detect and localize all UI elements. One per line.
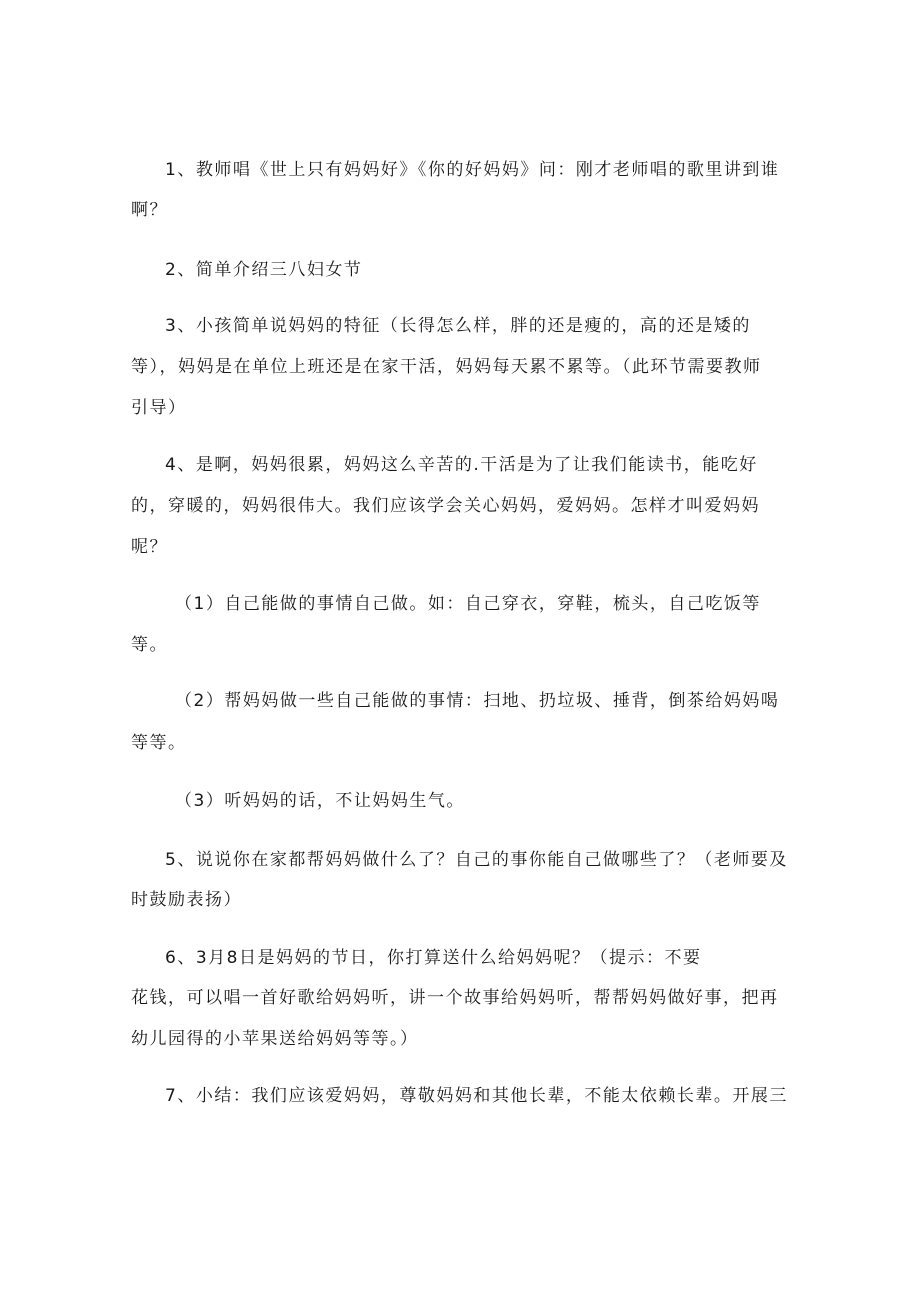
paragraph-4-line-3: 呢？ — [131, 537, 168, 557]
paragraph-2-line-1: 2、简单介绍三八妇女节 — [165, 260, 363, 280]
paragraph-4-line-2: 的，穿暖的，妈妈很伟大。我们应该学会关心妈妈，爱妈妈。怎样才叫爱妈妈 — [131, 496, 760, 516]
paragraph-9-line-1: 6、3月8日是妈妈的节日，你打算送什么给妈妈呢？（提示：不要 — [165, 948, 702, 968]
paragraph-7-line-1: （3）听妈妈的话，不让妈妈生气。 — [175, 791, 465, 811]
paragraph-1-line-1: 1、教师唱《世上只有妈妈好》《你的好妈妈》问：刚才老师唱的歌里讲到谁 — [165, 160, 780, 180]
paragraph-9-line-3: 幼儿园得的小苹果送给妈妈等等。） — [131, 1029, 419, 1049]
paragraph-3-line-3: 引导） — [131, 398, 187, 418]
paragraph-5-line-1: （1）自己能做的事情自己做。如：自己穿衣，穿鞋，梳头，自己吃饭等 — [175, 594, 761, 614]
paragraph-1-line-2: 啊？ — [131, 200, 168, 220]
paragraph-6-line-2: 等等。 — [131, 733, 187, 753]
paragraph-10-line-1: 7、小结：我们应该爱妈妈，尊敬妈妈和其他长辈，不能太依赖长辈。开展三 — [165, 1086, 788, 1106]
paragraph-3-line-2: 等），妈妈是在单位上班还是在家干活，妈妈每天累不累等。（此环节需要教师 — [131, 357, 762, 377]
paragraph-8-line-2: 时鼓励表扬） — [131, 890, 242, 910]
paragraph-4-line-1: 4、是啊，妈妈很累，妈妈这么辛苦的.干活是为了让我们能读书，能吃好 — [165, 455, 758, 475]
paragraph-6-line-1: （2）帮妈妈做一些自己能做的事情：扫地、扔垃圾、捶背，倒茶给妈妈喝 — [175, 691, 780, 711]
paragraph-9-line-2: 花钱，可以唱一首好歌给妈妈听，讲一个故事给妈妈听，帮帮妈妈做好事，把再 — [131, 988, 779, 1008]
paragraph-8-line-1: 5、说说你在家都帮妈妈做什么了？自己的事你能自己做哪些了？（老师要及 — [165, 850, 788, 870]
paragraph-3-line-1: 3、小孩简单说妈妈的特征（长得怎么样，胖的还是瘦的，高的还是矮的 — [165, 316, 751, 336]
paragraph-5-line-2: 等。 — [131, 635, 168, 655]
